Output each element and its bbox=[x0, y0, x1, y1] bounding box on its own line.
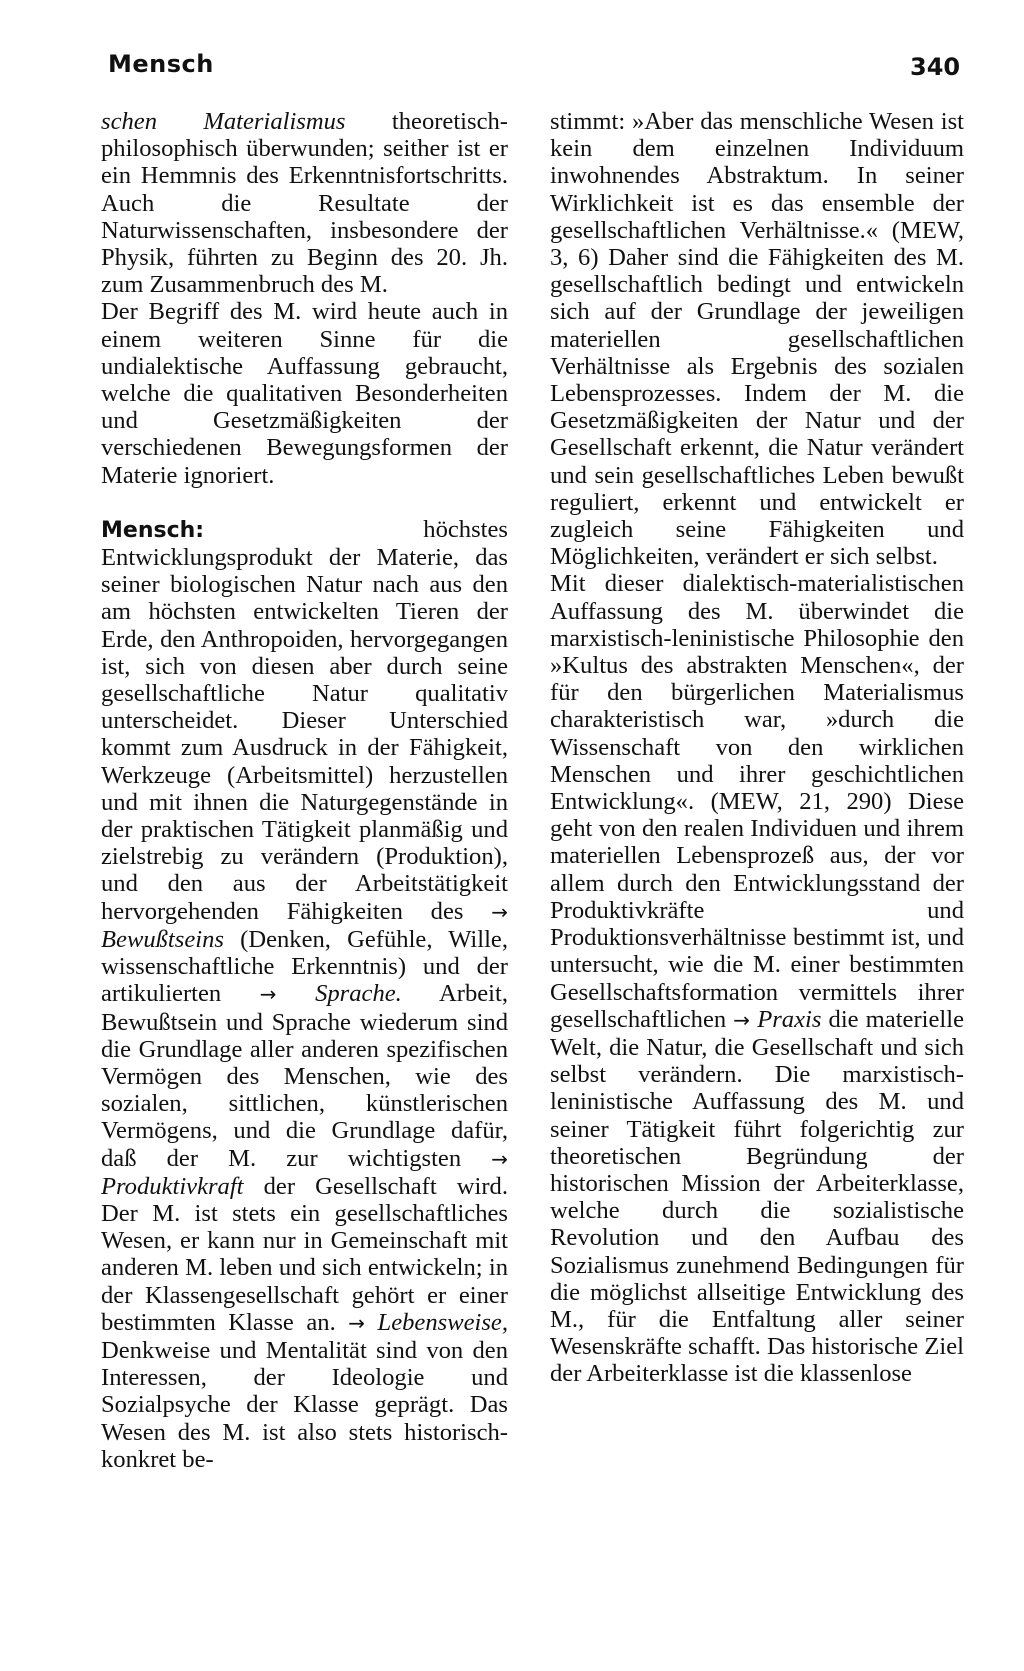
entry-text: der Gesellschaft wird. Der M. ist stets ein gesellschaftliches Wesen, er kann nur in Gemeinschaft mit anderen M. leben und sich entwickeln; in der Klassengesellschaft gehört er einer bestimmten Klasse an. bbox=[101, 1172, 508, 1336]
paragraph bbox=[101, 108, 508, 298]
paragraph bbox=[101, 298, 508, 488]
entry-headword: Mensch: bbox=[101, 517, 205, 543]
entry-text: höchstes Entwicklungsprodukt der Materie, das seiner biologischen Natur nach aus den am höchsten entwickelten Tieren der Erde, den Anthropoiden, hervorgegangen ist, sich von diesen aber durch seine gesellschaftliche Natur qualitativ unterscheidet. Dieser Unterschied kommt zum Ausdruck in der Fähigkeit, Werkzeuge (Arbeitsmittel) herzustellen und mit ihnen die Naturgegenstände in der praktischen Tätigkeit planmäßig und zielstrebig zu verändern (Produktion), und den aus der Arbeitstätigkeit hervorgehenden Fähigkeiten des bbox=[101, 515, 508, 925]
paragraph-text: stimmt: »Aber das menschliche Wesen ist kein dem einzelnen Individuum inwohnendes Abstraktum. In seiner Wirklichkeit ist es das ensemble der gesellschaftlichen Verhältnisse.« (MEW, 3, 6) Daher sind die Fähigkeiten des M. gesellschaftlich bedingt und entwickeln sich auf der Grundlage der jeweiligen materiellen gesellschaftlichen Verhältnisse als Ergebnis des sozialen Lebensprozesses. Indem der M. die Gesetzmäßigkeiten der Natur und der Gesellschaft erkennt, die Natur verändert und sein gesellschaftliches Leben bewußt reguliert, erkennt und entwickelt er zugleich seine Fähigkeiten und Möglichkeiten, verändert er sich selbst. bbox=[550, 108, 964, 571]
entry-text: (Denken, Gefühle, Wille, wissenschaftliche Erkenntnis) und der artikulierten bbox=[101, 925, 508, 1008]
cross-reference: schen Materialismus bbox=[101, 108, 346, 135]
cross-reference-arrow-icon: → bbox=[491, 1146, 508, 1171]
cross-reference-arrow-icon: → bbox=[348, 1310, 365, 1335]
left-column bbox=[101, 108, 508, 1473]
paragraph-text: die materielle Welt, die Natur, die Gesellschaft und sich selbst verändern. Die marxistisch-leninistische Auffassung des M. und seiner Tätigkeit führt folgerichtig zur theoretischen Begründung der historischen Mission der Arbeiterklasse, welche durch die sozialistische Revolution und den Aufbau des Sozialismus zunehmend Bedingungen für die möglichst allseitige Entwicklung des M., für die Entfaltung aller seiner Wesenskräfte schafft. Das historische Ziel der Arbeiterklasse ist die klassenlose bbox=[550, 1005, 964, 1388]
cross-reference: Lebensweise, bbox=[377, 1308, 508, 1336]
cross-reference-arrow-icon: → bbox=[259, 982, 277, 1007]
right-column bbox=[550, 108, 964, 1388]
cross-reference: Sprache. bbox=[315, 980, 402, 1008]
page-number: 340 bbox=[910, 53, 961, 81]
running-head: Mensch bbox=[108, 50, 214, 78]
paragraph bbox=[550, 108, 964, 570]
paragraph-text: Mit dieser dialektisch-materialistischen Auffassung des M. überwindet die marxistisch-leninistische Philosophie den »Kultus des abstrakten Menschen«, der für den bürgerlichen Materialismus charakteristisch war, »durch die Wissenschaft von den wirklichen Menschen und ihrer geschichtlichen Entwicklung«. (MEW, 21, 290) Diese geht von den realen Individuen und ihrem materiellen Lebensprozeß aus, der vor allem durch den Entwicklungsstand der Produktivkräfte und Produktionsverhältnisse bestimmt ist, und untersucht, wie die M. einer bestimmten Gesellschaftsformation vermittels ihrer gesellschaftlichen bbox=[550, 570, 964, 1033]
dictionary-entry bbox=[101, 516, 508, 1473]
paragraph bbox=[550, 570, 964, 1387]
entry-text: Denkweise und Mentalität sind von den Interessen, der Ideologie und Sozialpsyche der Klasse geprägt. Das Wesen des M. ist also stets historisch-konkret be- bbox=[101, 1336, 508, 1473]
entry-text: Arbeit, Bewußtsein und Sprache wiederum sind die Grundlage aller anderen spezifischen Vermögen des Menschen, wie des sozialen, sittlichen, künstlerischen Vermögens, und die Grundlage dafür, daß der M. zur wichtigsten bbox=[101, 980, 508, 1172]
cross-reference-arrow-icon: → bbox=[733, 1007, 751, 1032]
paragraph-text: theoretisch-philosophisch überwunden; seither ist er ein Hemmnis des Erkenntnisfortschritts. Auch die Resultate der Naturwissenschaften, insbesondere der Physik, führten zu Beginn des 20. Jh. zum Zusammenbruch des M. bbox=[101, 108, 508, 299]
paragraph-text: Der Begriff des M. wird heute auch in einem weiteren Sinne für die undialektische Auffassung gebraucht, welche die qualitativen Besonderheiten und Gesetzmäßigkeiten der verschiedenen Bewegungsformen der Materie ignoriert. bbox=[101, 298, 508, 489]
cross-reference: Praxis bbox=[757, 1005, 822, 1033]
cross-reference-arrow-icon: → bbox=[491, 899, 508, 924]
cross-reference: Produktivkraft bbox=[101, 1172, 244, 1200]
cross-reference: Bewußtseins bbox=[101, 925, 224, 953]
